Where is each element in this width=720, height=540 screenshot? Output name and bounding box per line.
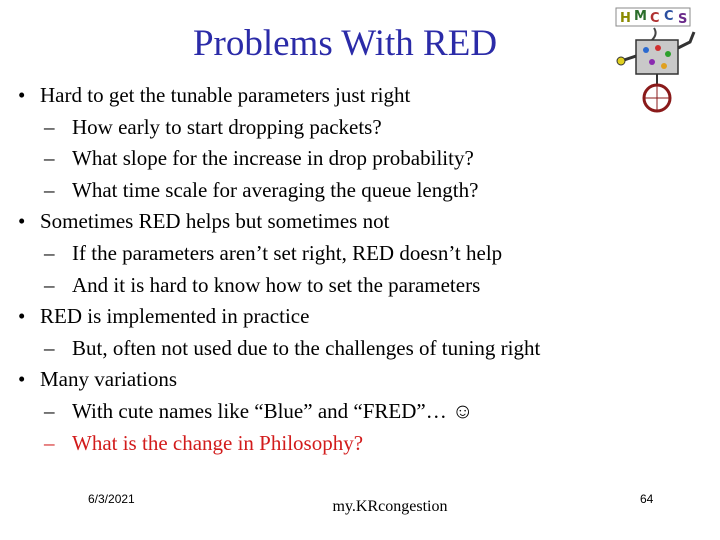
bullet-text: Hard to get the tunable parameters just right <box>40 83 411 107</box>
bullet-item <box>12 301 692 333</box>
bullet-text: What slope for the increase in drop probability? <box>72 146 474 171</box>
dash-marker: – <box>44 430 55 455</box>
sub-bullet-item <box>12 112 692 144</box>
bullet-text: What is the change in Philosophy? <box>72 430 364 455</box>
bullet-item <box>12 206 692 238</box>
bullet-text: Many variations <box>40 367 178 392</box>
bullet-item <box>12 80 692 112</box>
bullet-text: And it is hard to know how to set the parameters <box>72 272 481 297</box>
dash-marker: – <box>44 177 55 202</box>
bullet-marker: • <box>18 209 26 234</box>
svg-text:C: C <box>664 9 674 24</box>
svg-text:C: C <box>650 11 660 26</box>
footer-title: my.KRcongestion <box>332 498 448 515</box>
svg-text:M: M <box>634 9 647 24</box>
sub-bullet-item <box>12 396 692 428</box>
bullet-text: RED is implemented in practice <box>40 304 310 329</box>
dash-marker: – <box>44 114 55 139</box>
bullet-marker: • <box>18 367 26 392</box>
sub-bullet-item <box>12 428 692 460</box>
bullet-marker: • <box>18 83 26 107</box>
svg-text:S: S <box>678 12 688 27</box>
bullet-text: But, often not used due to the challenges of tuning right <box>72 335 541 360</box>
bullet-text: If the parameters aren’t set right, RED doesn’t help <box>72 240 503 265</box>
footer-date: 6/3/2021 <box>88 492 135 506</box>
dash-marker: – <box>44 335 55 360</box>
slide-title: Problems With RED <box>192 23 498 64</box>
sub-bullet-item <box>12 270 692 302</box>
sub-bullet-item <box>12 175 692 207</box>
bullet-text: With cute names like “Blue” and “FRED”… ☺ <box>72 398 474 423</box>
sub-bullet-item <box>12 143 692 175</box>
bullet-list <box>12 80 692 459</box>
bullet-text: Sometimes RED helps but sometimes not <box>40 209 390 234</box>
dash-marker: – <box>44 398 55 423</box>
logo-letters <box>620 9 687 27</box>
bullet-text: What time scale for averaging the queue length? <box>72 177 479 202</box>
page-number: 64 <box>640 492 654 506</box>
bullet-item <box>12 364 692 396</box>
dash-marker: – <box>44 146 55 171</box>
dash-marker: – <box>44 272 55 297</box>
sub-bullet-item <box>12 333 692 365</box>
bullet-text: How early to start dropping packets? <box>72 114 382 139</box>
sub-bullet-item <box>12 238 692 270</box>
dash-marker: – <box>44 240 55 265</box>
bullet-marker: • <box>18 304 26 329</box>
svg-text:H: H <box>620 11 631 26</box>
